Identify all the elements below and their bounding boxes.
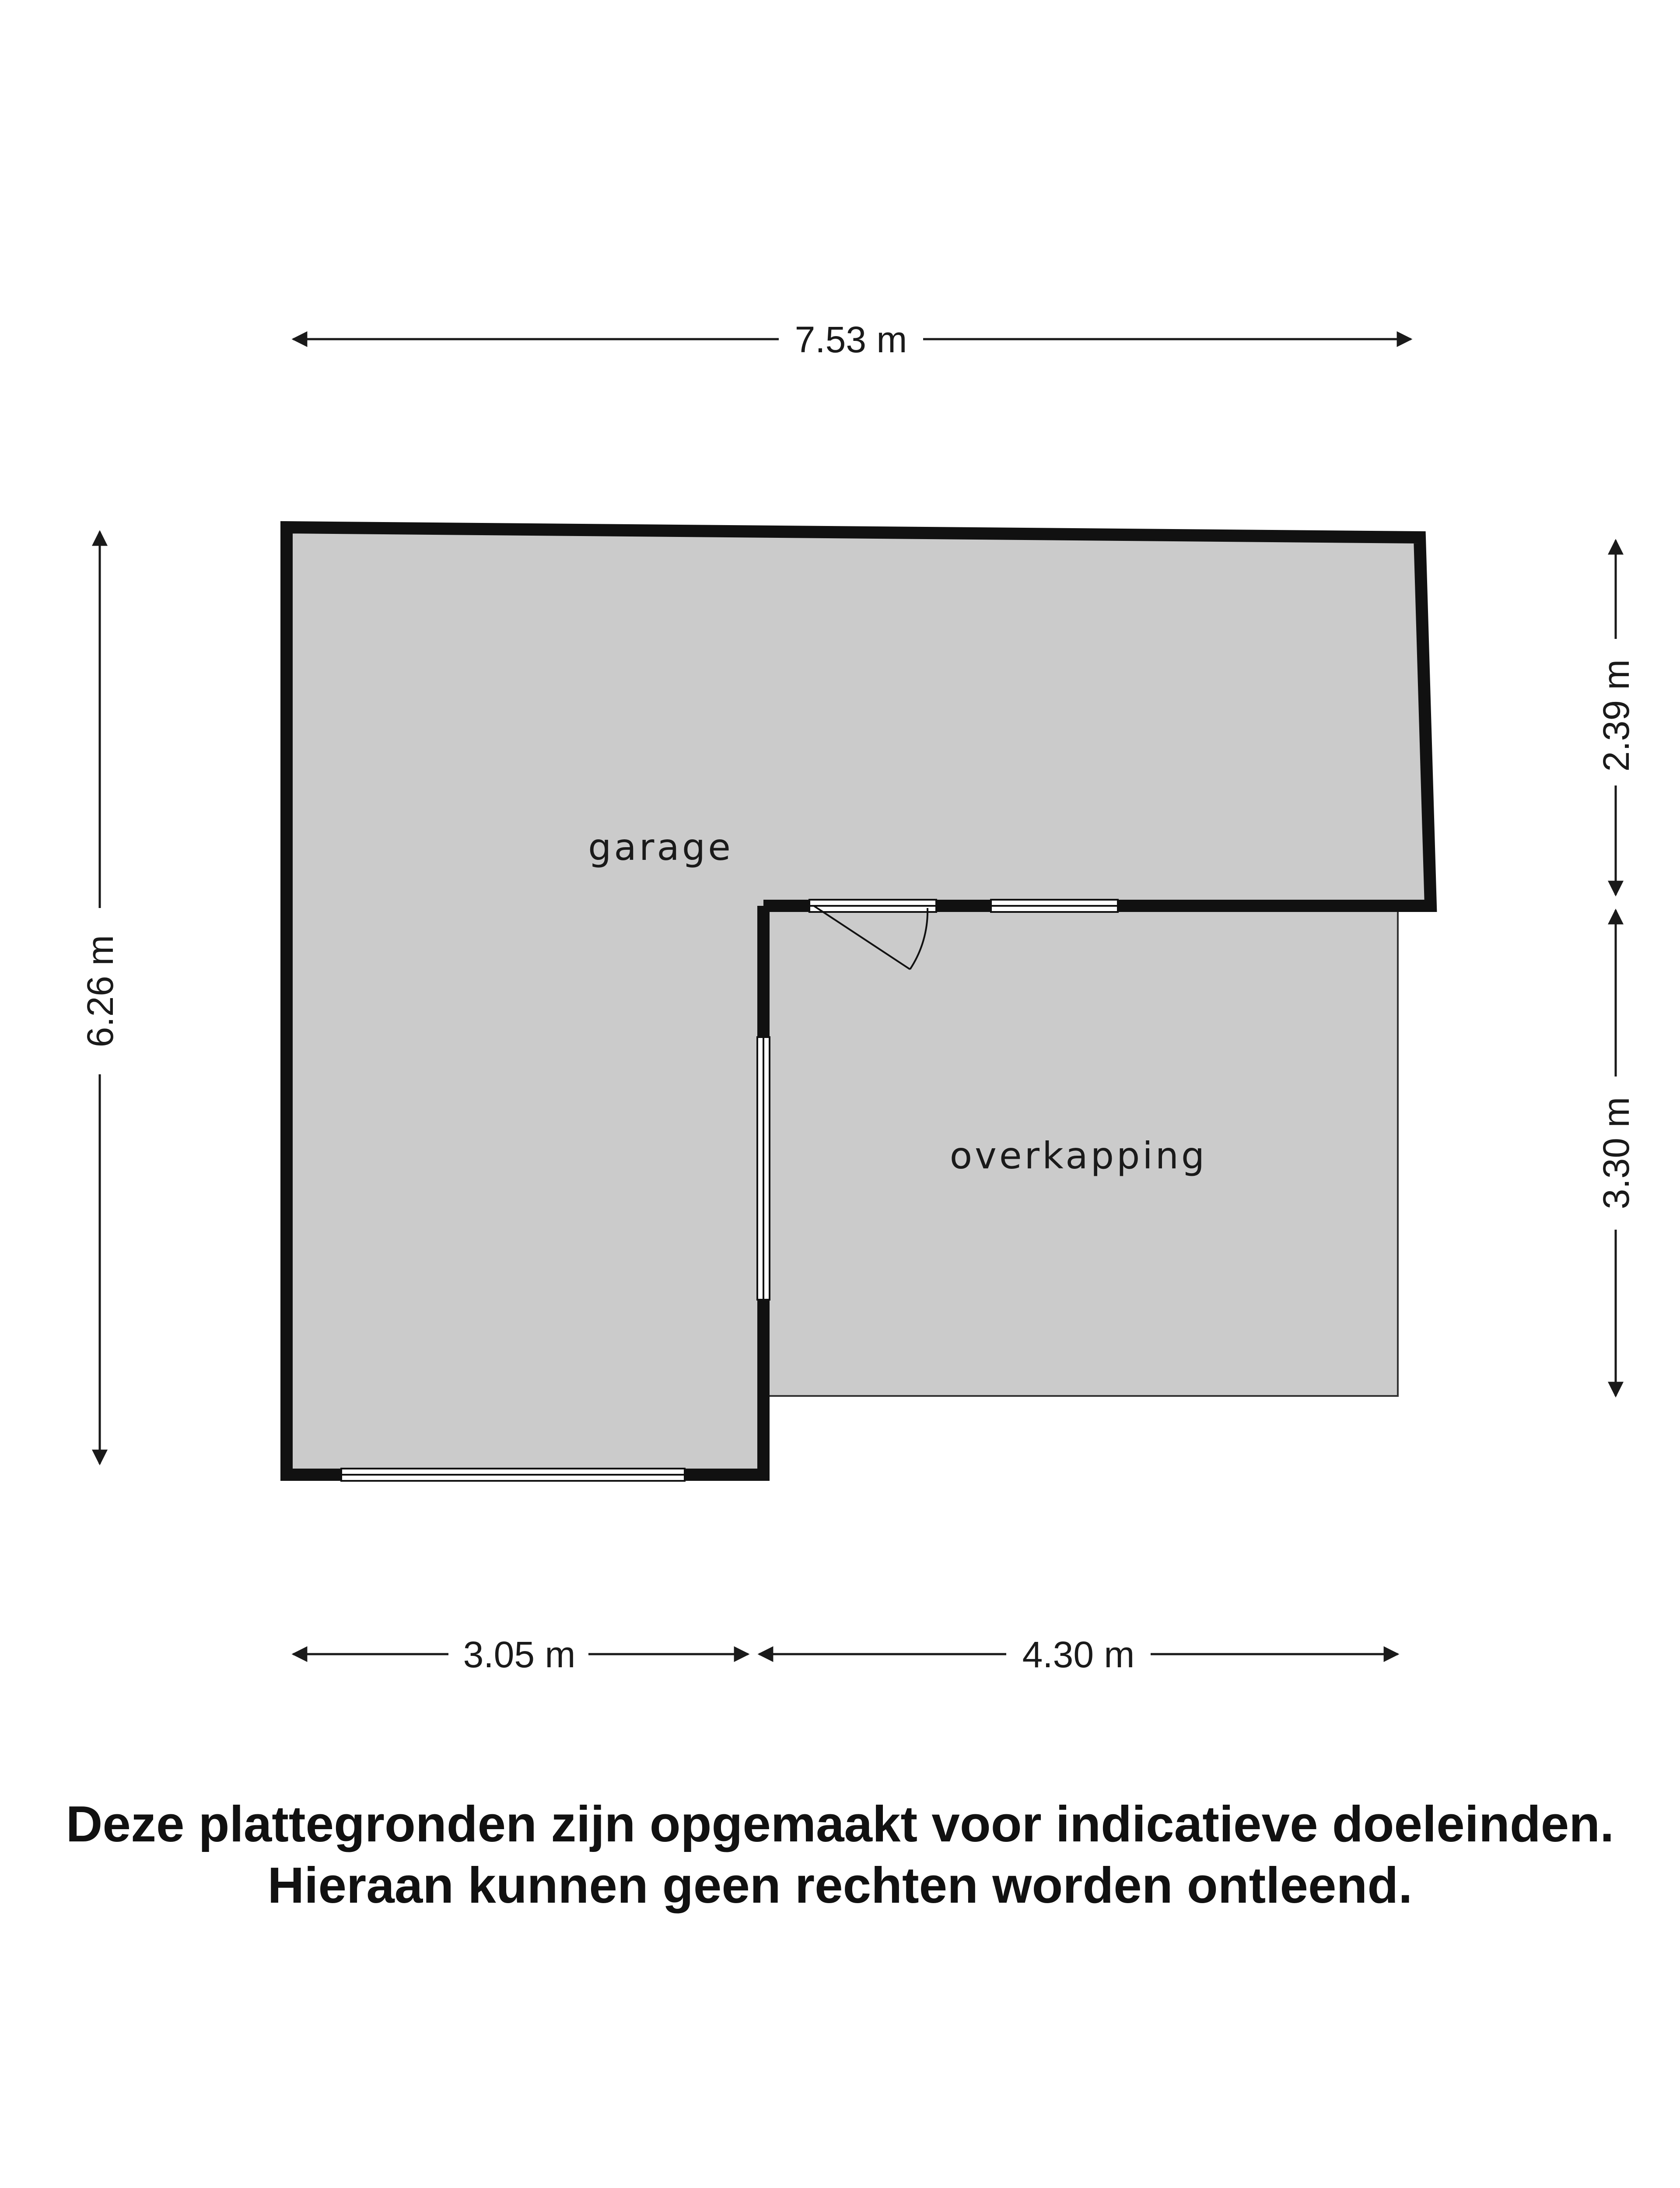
room-label-garage: garage	[588, 826, 733, 869]
dimension-bottom-right	[759, 1634, 1398, 1675]
dimension-top-label: 7.53 m	[794, 319, 907, 360]
dimension-right-upper	[1596, 540, 1637, 895]
dimension-right-upper-label: 2.39 m	[1596, 659, 1637, 772]
garage-door-bottom	[341, 1469, 685, 1481]
window-top	[991, 900, 1118, 912]
door-opening-top	[809, 900, 936, 912]
dimension-right-lower	[1596, 910, 1637, 1396]
dimension-bottom-right-label: 4.30 m	[1022, 1634, 1135, 1675]
dimension-bottom-left	[293, 1634, 748, 1675]
dimension-bottom-left-label: 3.05 m	[463, 1634, 576, 1675]
disclaimer-line-2: Hieraan kunnen geen rechten worden ontleend.	[267, 1857, 1413, 1914]
dimension-left	[80, 532, 121, 1464]
dimension-top	[293, 319, 1411, 360]
disclaimer-line-1: Deze plattegronden zijn opgemaakt voor indicatieve doeleinden.	[66, 1795, 1614, 1852]
dimension-right-lower-label: 3.30 m	[1596, 1097, 1637, 1210]
window-left-side	[757, 1037, 770, 1300]
dimension-left-label: 6.26 m	[80, 935, 121, 1048]
room-label-overkapping: overkapping	[949, 1134, 1208, 1177]
